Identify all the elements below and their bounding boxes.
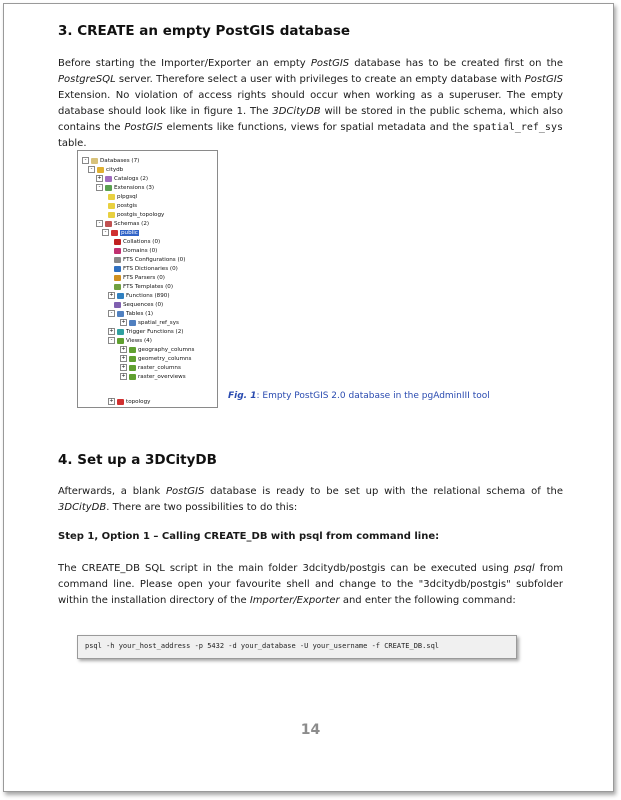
view-icon [117,338,124,344]
expand-icon[interactable]: + [97,175,102,181]
tree-node[interactable] [114,283,173,292]
tree-node-label: citydb [106,167,124,173]
tree-node[interactable] [120,355,191,364]
tree-node[interactable] [102,229,139,238]
table-icon [117,311,124,317]
tree-node-label: Extensions (3) [114,185,155,191]
section-4-paragraph [58,484,563,516]
section-3-heading: 3. CREATE an empty PostGIS database [58,23,351,39]
database-icon [97,167,104,173]
tree-node-label: FTS Parsers (0) [123,275,165,281]
tree-node[interactable] [114,247,157,256]
tree-node[interactable] [108,292,170,301]
collapse-icon[interactable]: - [96,184,103,191]
tree-node-label: Schemas (2) [114,221,150,227]
text-segment: table. [58,138,87,149]
pgadmin-tree-screenshot [77,150,218,408]
text-segment: and enter the following command: [339,595,516,606]
tree-node-label: plpgsql [117,194,138,200]
text-segment: database has to be created first on the [349,58,563,69]
catalog-icon [105,176,112,182]
domain-icon [114,248,121,254]
tree-node-label: postgis_topology [117,212,165,218]
function-icon [117,293,124,299]
extension-icon [108,194,115,200]
text-segment: PostGIS [165,486,205,497]
text-segment: database is ready to be set up with the relational schema of the [204,486,563,497]
tree-node[interactable] [120,346,194,355]
collapse-icon[interactable]: - [88,166,95,173]
tree-node[interactable] [88,166,123,175]
fts-icon [114,266,121,272]
figure-caption [228,391,490,401]
text-segment: PostGIS [524,74,563,85]
step-title: Step 1, Option 1 – Calling CREATE_DB with psql from command line: [58,531,440,542]
tree-node-label: raster_columns [138,365,181,371]
tree-node-label: Trigger Functions (2) [126,329,184,335]
tree-node-label: public [121,230,138,236]
view-icon [129,374,136,380]
view-icon [129,356,136,362]
tree-node-label: Domains (0) [123,248,158,254]
tree-node-label: FTS Templates (0) [123,284,174,290]
text-segment: Importer/Exporter [249,595,340,606]
view-icon [129,347,136,353]
text-segment: . There are two possibilities to do this: [106,502,298,513]
figure-text: : Empty PostGIS 2.0 database in the pgAdminIII tool [256,391,490,401]
expand-icon[interactable]: + [109,398,114,404]
tree-node[interactable] [108,398,150,407]
text-segment: spatial_ref_sys [472,122,563,133]
text-segment: psql [514,563,535,574]
tree-node[interactable] [96,175,148,184]
text-segment: Before starting the Importer/Exporter an empty [58,58,311,69]
tree-node[interactable] [114,238,160,247]
tree-node[interactable] [120,319,179,328]
text-segment: from command line. Please open your favourite shell and change to the "3dcitydb/postgis" subfolder within the installation directory of the [58,563,564,606]
tree-node[interactable] [120,364,181,373]
fts-icon [114,275,121,281]
sequence-icon [114,302,121,308]
text-segment: Afterwards, a blank [58,486,166,497]
collapse-icon[interactable]: - [102,229,109,236]
command-text: psql -h your_host_address -p 5432 -d your_database -U your_username -f CREATE_DB.sql [85,642,440,650]
expand-icon[interactable]: + [121,355,126,361]
tree-node[interactable] [120,373,186,382]
tree-node-label: postgis [117,203,138,209]
tree-node-label: Tables (1) [126,311,154,317]
expand-icon[interactable]: + [121,373,126,379]
fts-icon [114,284,121,290]
tree-node-label: Databases (7) [100,158,140,164]
tree-node[interactable] [96,220,149,229]
text-segment: will be stored in the public schema, which also contains the [58,106,563,133]
trigger-icon [117,329,124,335]
text-segment: PostGIS [310,58,350,69]
database-icon [91,158,98,164]
expand-icon[interactable]: + [109,328,114,334]
tree-node[interactable] [108,202,137,211]
tree-node[interactable] [108,193,137,202]
schema-icon [117,399,124,405]
collapse-icon[interactable]: - [82,157,89,164]
tree-node-label: FTS Configurations (0) [123,257,186,263]
collation-icon [114,239,121,245]
extension-icon [108,203,115,209]
text-segment: The CREATE_DB SQL script in the main folder 3dcitydb/postgis can be executed using [58,563,514,574]
page-number: 14 [300,722,321,738]
tree-node[interactable] [108,328,183,337]
text-segment: PostgreSQL [58,74,116,85]
tree-node-label: topology [126,399,151,405]
section-4-heading: 4. Set up a 3DCityDB [58,452,217,468]
tree-node[interactable] [108,310,153,319]
tree-node-label: Functions (890) [126,293,170,299]
extension-icon [108,212,115,218]
collapse-icon[interactable]: - [108,337,115,344]
expand-icon[interactable]: + [121,319,126,325]
tree-node-label: FTS Dictionaries (0) [123,266,178,272]
expand-icon[interactable]: + [109,292,114,298]
tree-node[interactable] [82,157,139,166]
tree-node[interactable] [114,274,165,283]
text-segment: 3DCityDB [272,106,321,117]
tree-node-label: Sequences (0) [123,302,164,308]
tree-node[interactable] [96,184,154,193]
tree-node-label: geometry_columns [138,356,192,362]
tree-node[interactable] [114,265,178,274]
tree-node[interactable] [114,256,185,265]
tree-node[interactable] [114,301,163,310]
tree-node-label: Collations (0) [123,239,161,245]
tree-node-label: Views (4) [126,338,152,344]
tree-node-label: geography_columns [138,347,195,353]
expand-icon[interactable]: + [121,364,126,370]
collapse-icon[interactable]: - [108,310,115,317]
tree-node-label: Catalogs (2) [114,176,149,182]
text-segment: 3DCityDB [58,502,107,513]
schema-icon [105,221,112,227]
table-icon [129,320,136,326]
command-box [77,635,517,659]
tree-node-label: spatial_ref_sys [138,320,179,326]
tree-node-label: raster_overviews [138,374,186,380]
fts-icon [114,257,121,263]
section-3-paragraph [58,56,563,152]
view-icon [129,365,136,371]
tree-node[interactable] [108,337,152,346]
schema-icon [111,230,118,236]
expand-icon[interactable]: + [121,346,126,352]
extension-icon [105,185,112,191]
text-segment: server. Therefore select a user with privileges to create an empty database with [115,74,525,85]
step-paragraph [58,561,563,609]
text-segment: elements like functions, views for spatial metadata and the [162,122,473,133]
text-segment: Extension. No violation of access rights should occur when working as a superuser. The empty database should look like in figure 1. The [58,90,563,117]
collapse-icon[interactable]: - [96,220,103,227]
tree-node[interactable] [108,211,164,220]
figure-label: Fig. 1 [228,391,257,401]
text-segment: PostGIS [124,122,163,133]
